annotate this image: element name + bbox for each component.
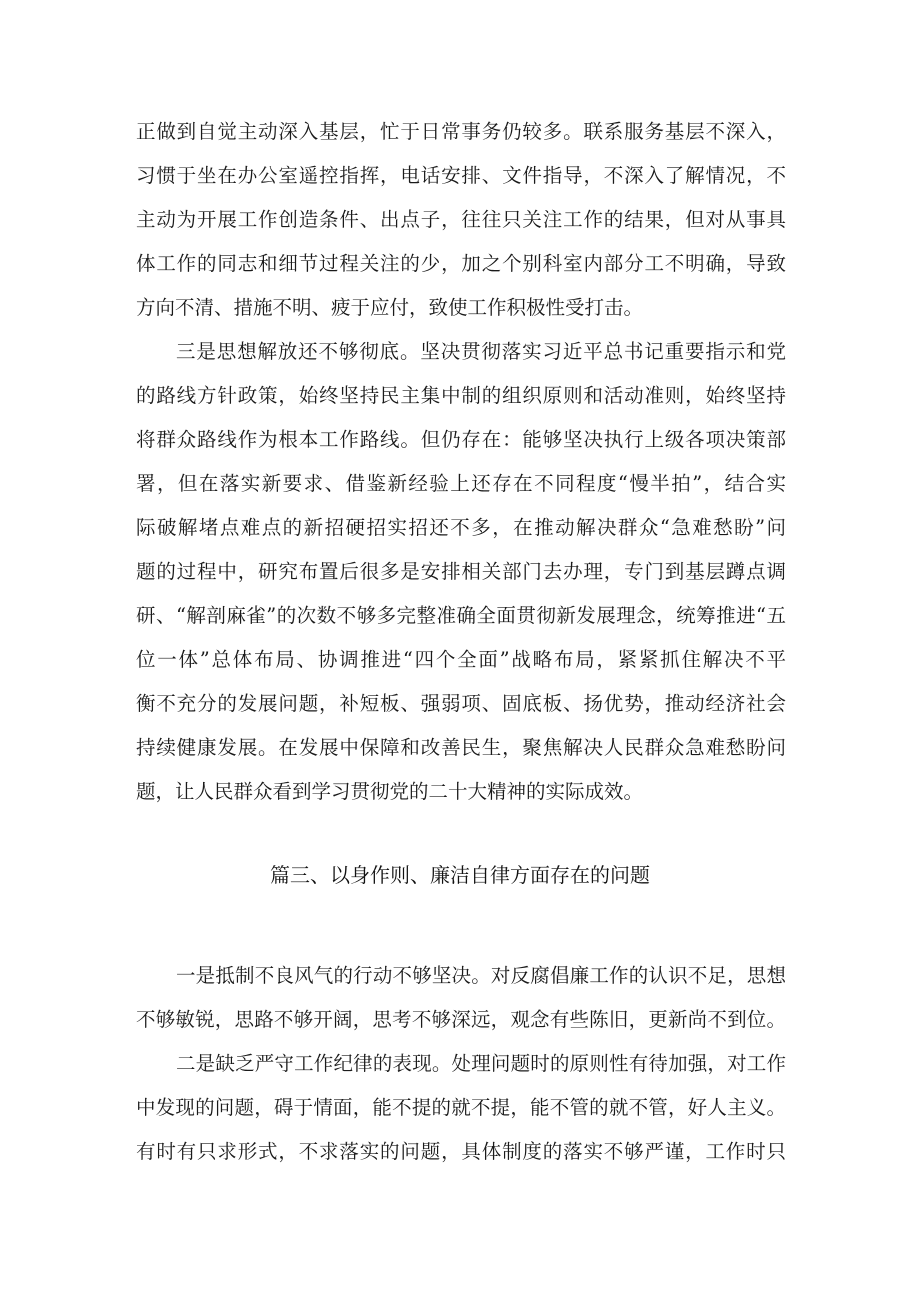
text-line: 方向不清、措施不明、疲于应付，致使工作积极性受打击。 <box>136 296 644 319</box>
paragraph-start-line: 一是抵制不良风气的行动不够坚决。对反腐倡廉工作的认识不足，思想 <box>176 964 786 987</box>
text-line: 署，但在落实新要求、借鉴新经验上还存在不同程度“慢半拍”，结合实 <box>136 472 786 495</box>
text-line: 不够敏锐，思路不够开阔，思考不够深远，观念有些陈旧，更新尚不到位。 <box>136 1008 786 1031</box>
text-line: 中发现的问题，碍于情面，能不提的就不提，能不管的就不管，好人主义。 <box>136 1096 786 1119</box>
text-line: 正做到自觉主动深入基层，忙于日常事务仍较多。联系服务基层不深入， <box>136 120 786 143</box>
text-line: 的路线方针政策，始终坚持民主集中制的组织原则和活动准则，始终坚持 <box>136 384 786 407</box>
text-line: 持续健康发展。在发展中保障和改善民生，聚焦解决人民群众急难愁盼问 <box>136 736 786 759</box>
text-line: 衡不充分的发展问题，补短板、强弱项、固底板、扬优势，推动经济社会 <box>136 692 786 715</box>
paragraph-start-line: 二是缺乏严守工作纪律的表现。处理问题时的原则性有待加强，对工作 <box>176 1052 786 1075</box>
text-line: 位一体”总体布局、协调推进“四个全面”战略布局，紧紧抓住解决不平 <box>136 648 786 671</box>
text-line: 主动为开展工作创造条件、出点子，往往只关注工作的结果，但对从事具 <box>136 208 786 231</box>
text-line: 习惯于坐在办公室遥控指挥，电话安排、文件指导，不深入了解情况，不 <box>136 164 786 187</box>
text-line: 将群众路线作为根本工作路线。但仍存在：能够坚决执行上级各项决策部 <box>136 428 786 451</box>
text-line: 有时有只求形式，不求落实的问题，具体制度的落实不够严谨，工作时只 <box>136 1140 786 1163</box>
paragraph-start-line: 三是思想解放还不够彻底。坚决贯彻落实习近平总书记重要指示和党 <box>176 340 786 363</box>
text-line: 际破解堵点难点的新招硬招实招还不多，在推动解决群众“急难愁盼”问 <box>136 516 786 539</box>
text-line: 题的过程中，研究布置后很多是安排相关部门去办理，专门到基层蹲点调 <box>136 560 786 583</box>
section-heading: 篇三、以身作则、廉洁自律方面存在的问题 <box>270 863 650 887</box>
text-line: 研、“解剖麻雀”的次数不够多完整准确全面贯彻新发展理念，统筹推进“五 <box>136 604 786 627</box>
text-line: 题，让人民群众看到学习贯彻党的二十大精神的实际成效。 <box>136 780 644 803</box>
text-line: 体工作的同志和细节过程关注的少，加之个别科室内部分工不明确，导致 <box>136 252 786 275</box>
